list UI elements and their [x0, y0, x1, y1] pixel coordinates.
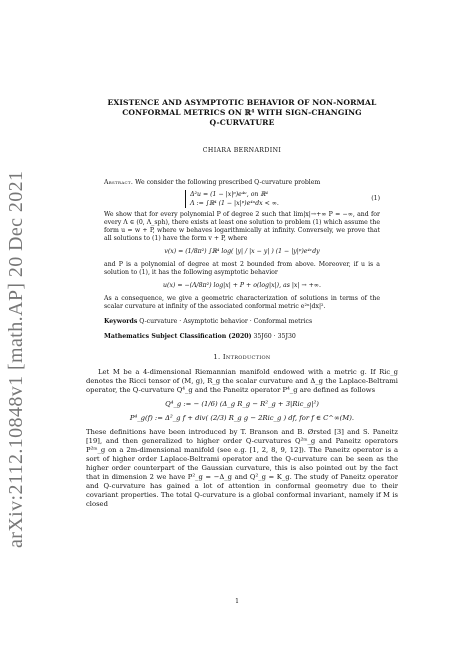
equation-number: (1) — [371, 195, 380, 202]
abstract-para-2: We show that for every polynomial P of degree 2 such that lim|x|→+∞ P = −∞, and for every Λ ∈ (0, Λ_sph), there exists at least one solution to problem (1) which assume the form u = w + P, where w behaves logarithmically at infinity. Conversely, we prove that all solutions to (1) have the form v + P, where — [104, 211, 380, 242]
title-line-2: CONFORMAL METRICS ON ℝ⁴ WITH SIGN-CHANGING — [122, 108, 362, 117]
abstract-intro: We consider the following prescribed Q-curvature problem — [135, 179, 321, 186]
intro-para-2: These definitions have been introduced by T. Branson and B. Ørsted [3] and S. Paneitz [19], and then generalized to higher order Q-curvatures Q²ᵐ_g and Paneitz operators P²ᵐ_g on a 2m-dimensional manifold (see e.g. [1, 2, 8, 9, 12]). The Paneitz operator is a sort of higher order Laplace-Beltrami operator and the Q-curvature can be seen as the higher order counterpart of the Gaussian curvature, this is also pointed out by the fact that in dimension 2 we have P²_g = −Δ_g and Q²_g = K_g. The study of Paneitz operator and Q-curvature has gained a lot of attention in conformal geometry due to their covariant properties. The total Q-curvature is a global conformal invariant, namely if M is closed — [86, 428, 398, 508]
equation-system-1 — [104, 190, 380, 208]
paper-title — [86, 98, 398, 128]
title-line-3: Q-CURVATURE — [209, 118, 275, 127]
author-name: CHIARA BERNARDINI — [202, 147, 282, 154]
msc-label: Mathematics Subject Classification (2020) — [104, 333, 252, 340]
system-line-2: Λ := ∫ℝ⁴ (1 − |x|ᵖ)e⁴ᵘdx < ∞. — [190, 200, 279, 207]
abstract — [86, 179, 398, 311]
arxiv-stamp — [2, 118, 32, 548]
msc-codes: 35J60 · 35J30 — [253, 333, 296, 340]
arxiv-id-text: arXiv:2112.10848v1 [math.AP] 20 Dec 2021 — [5, 170, 27, 548]
abstract-label: Abstract. — [104, 179, 134, 186]
keywords-text: Q-curvature · Asymptotic behavior · Conformal metrics — [139, 318, 313, 325]
title-line-1: EXISTENCE AND ASYMPTOTIC BEHAVIOR OF NON-NORMAL — [107, 98, 377, 107]
system-line-1: Δ²u = (1 − |x|ᵖ)e⁴ᵘ, on ℝ⁴ — [190, 191, 269, 198]
equation-u: u(x) = −(Λ/8π²) log|x| + P + o(log|x|), as |x| → +∞. — [163, 282, 321, 289]
msc-classification — [86, 332, 398, 341]
cases-brace — [185, 190, 279, 208]
equation-q-curvature: Q⁴_g := − (1/6) (Δ_g R_g − R²_g + 3|Ric_g|²) — [165, 400, 319, 408]
page-number: 1 — [235, 598, 239, 605]
equation-paneitz: P⁴_g(f) := Δ²_g f + div( (2/3) R_g g − 2Ric_g ) df, for f ∈ C^∞(M). — [129, 414, 355, 422]
keywords — [86, 317, 398, 326]
arxiv-stamp-svg — [2, 118, 32, 548]
intro-para-1: Let M be a 4-dimensional Riemannian manifold endowed with a metric g. If Ric_g denotes the Ricci tensor of (M, g), R_g the scalar curvature and Δ_g the Laplace-Beltrami operator, the Q-curvature Q⁴_g and the Paneitz operator P⁴_g are defined as follows — [86, 368, 398, 394]
equation-v: v(x) = (1/8π²) ∫ℝ⁴ log( |y| / |x − y| ) (1 − |y|ᵖ)e⁴ᵛdy — [164, 248, 320, 255]
keywords-label: Keywords — [104, 318, 138, 325]
abstract-para-4: As a consequence, we give a geometric characterization of solutions in terms of the scalar curvature at infinity of the associated conformal metric e²ᵘ|dx|². — [104, 295, 380, 310]
abstract-para-3: and P is a polynomial of degree at most 2 bounded from above. Moreover, if u is a solution to (1), it has the following asymptotic behavior — [104, 261, 380, 276]
section-heading-introduction: 1. Introduction — [213, 353, 271, 361]
paper-page — [86, 98, 398, 509]
